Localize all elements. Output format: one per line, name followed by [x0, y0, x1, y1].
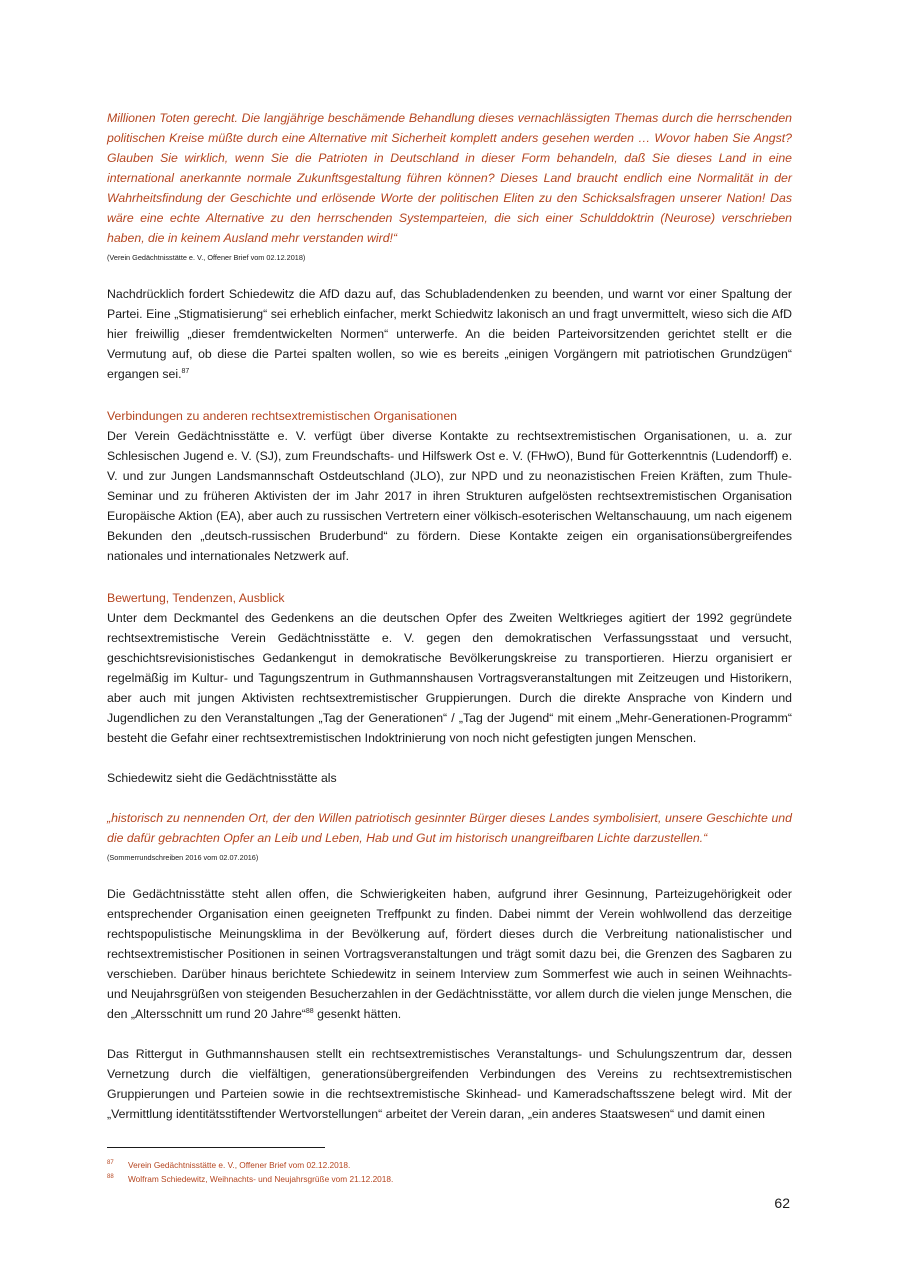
paragraph-schiedewitz-view: Schiedewitz sieht die Gedächtnisstätte als	[107, 771, 337, 785]
footnote-text: Verein Gedächtnisstätte e. V., Offener Brief vom 02.12.2018.	[128, 1160, 351, 1170]
section-heading-connections: Verbindungen zu anderen rechtsextremistischen Organisationen	[107, 409, 457, 423]
paragraph-meeting-place-text-end: gesenkt hätten.	[313, 1007, 402, 1021]
paragraph-afd-demand-text: Nachdrücklich fordert Schiedewitz die AfD dazu auf, das Schubladendenken zu beenden, und warnt vor einer Spaltung der Partei. Eine „Stigmatisierung“ sei erheblich einfacher, merkt Schiedwitz lakonisch an und fragt unvermittelt, wieso sich die AfD hier freiwillig „dieser fremdentwickelten Normen“ unterwerfe. An die beiden Parteivorsitzenden gerichtet stellt er die Vermutung auf, ob diese die Partei spalten wollen, so wie es bereits „einigen Vorgängern mit patriotischen Grundzügen“ ergangen sei.	[107, 287, 792, 381]
footnote-88	[107, 1172, 792, 1186]
page-body	[107, 108, 792, 1124]
paragraph-connections: Der Verein Gedächtnisstätte e. V. verfügt über diverse Kontakte zu rechtsextremistischen Organisationen, u. a. zur Schlesischen Jugend e. V. (SJ), zum Freundschafts- und Hilfswerk Ost e. V. (FHwO), Bund für Gotterkenntnis (Ludendorff) e. V. und zur Jungen Landsmannschaft Ostdeutschland (JLO), zur NPD und zu neonazistischen Freien Kräften, zum Thule-Seminar und zu früheren Aktivisten der im Jahr 2017 in ihren Strukturen aufgelösten rechtsextremistischen Organisation Europäische Aktion (EA), aber auch zu russischen Vertretern einer völkisch-esoterischen Weltanschauung, um nach eigenem Bekunden den „deutsch-russischen Bruderbund“ zu fördern. Diese Kontakte zeigen ein organisationsübergreifendes nationales und internationales Netzwerk auf.	[107, 429, 792, 563]
quote-open-letter-source: (Verein Gedächtnisstätte e. V., Offener Brief vom 02.12.2018)	[107, 253, 306, 262]
paragraph-meeting-place-text: Die Gedächtnisstätte steht allen offen, die Schwierigkeiten haben, aufgrund ihrer Gesinnung, Parteizugehörigkeit oder entsprechender Organisation einen geeigneten Treffpunkt zu finden. Dabei nimmt der Verein wohlwollend das derzeitige rechtspopulistische Meinungsklima in der Bevölkerung auf, fördert dieses durch die Verbreitung nationalistischer und rechtsextremistischer Positionen in seinen Vortragsveranstaltungen und trägt somit dazu bei, die Grenzen des Sagbaren zu verschieben. Darüber hinaus berichtete Schiedewitz in seinem Interview zum Sommerfest wie auch in seinen Weihnachts- und Neujahrsgrüßen von steigenden Besucherzahlen in der Gedächtnisstätte, vor allem durch die vielen junge Menschen, die den „Altersschnitt um rund 20 Jahre“	[107, 887, 792, 1021]
paragraph-afd-demand	[107, 284, 792, 384]
quote-open-letter: Millionen Toten gerecht. Die langjährige beschämende Behandlung dieses vernachlässigten Themas durch die herrschenden politischen Kreise müßte durch eine Alternative mit Sicherheit komplett anders gesehen werden … Wovor haben Sie Angst? Glauben Sie wirklich, wenn Sie die Patrioten in Deutschland in dieser Form behandeln, daß Sie dieses Land in eine international anerkannte normale Zukunftsgestaltung führen können? Dieses Land braucht endlich eine Normalität in der Wahrheitsfindung der Geschichte und erlösende Worte der politischen Eliten zu den Schicksalsfragen unserer Nation! Das wäre eine echte Alternative zu den herrschenden Systemparteien, die sich einer Schulddoktrin (Neurose) verschrieben haben, die in keinem Ausland mehr verstanden wird!“	[107, 111, 792, 245]
paragraph-meeting-place	[107, 884, 792, 1024]
footnote-divider	[107, 1147, 325, 1148]
paragraph-rittergut: Das Rittergut in Guthmannshausen stellt ein rechtsextremistisches Veranstaltungs- und Schulungszentrum dar, dessen Vernetzung durch die vielfältigen, generationsübergreifenden Verbindungen des Vereins zu rechtsextremistischen Gruppierungen und Parteien sowie in die rechtsextremistische Skinhead- und Kameradschaftsszene belegt wird. Mit der „Vermittlung identitätsstiftender Wertvorstellungen“ arbeitet der Verein daran, „ein anderes Staatswesen“ und damit einen	[107, 1047, 792, 1121]
footnote-text: Wolfram Schiedewitz, Weihnachts- und Neujahrsgrüße vom 21.12.2018.	[128, 1174, 394, 1184]
footnote-number: 88	[107, 1174, 114, 1180]
footnotes	[107, 1158, 792, 1186]
quote-summer-letter: „historisch zu nennenden Ort, der den Willen patriotisch gesinnter Bürger dieses Landes symbolisiert, unsere Geschichte und die dafür gebrachten Opfer an Leib und Leben, Hab und Gut im historisch unangreifbaren Lichte darzustellen.“	[107, 811, 792, 845]
section-heading-assessment: Bewertung, Tendenzen, Ausblick	[107, 591, 285, 605]
paragraph-assessment: Unter dem Deckmantel des Gedenkens an die deutschen Opfer des Zweiten Weltkrieges agitiert der 1992 gegründete rechtsextremistische Verein Gedächtnisstätte e. V. gegen den demokratischen Verfassungsstaat und versucht, geschichtsrevisionistisches Gedankengut in demokratische Bevölkerungskreise zu transportieren. Hierzu organisiert er regelmäßig im Kultur- und Tagungszentrum in Guthmannshausen Vortragsveranstaltungen mit Zeitzeugen und Historikern, aber auch mit jungen Aktivisten rechtsextremistischer Gruppierungen. Durch die direkte Ansprache von Kindern und Jugendlichen zu den Veranstaltungen „Tag der Generationen“ / „Tag der Jugend“ mit einem „Mehr-Generationen-Programm“ besteht die Gefahr einer rechtsextremistischen Indoktrinierung von noch nicht gefestigten jungen Menschen.	[107, 611, 792, 745]
footnote-87	[107, 1158, 792, 1172]
footnote-ref-88[interactable]: 88	[305, 1007, 314, 1015]
page-number: 62	[774, 1195, 790, 1211]
footnote-ref-87[interactable]: 87	[181, 367, 190, 375]
quote-summer-letter-source: (Sommerrundschreiben 2016 vom 02.07.2016)	[107, 853, 259, 862]
footnote-number: 87	[107, 1160, 114, 1166]
